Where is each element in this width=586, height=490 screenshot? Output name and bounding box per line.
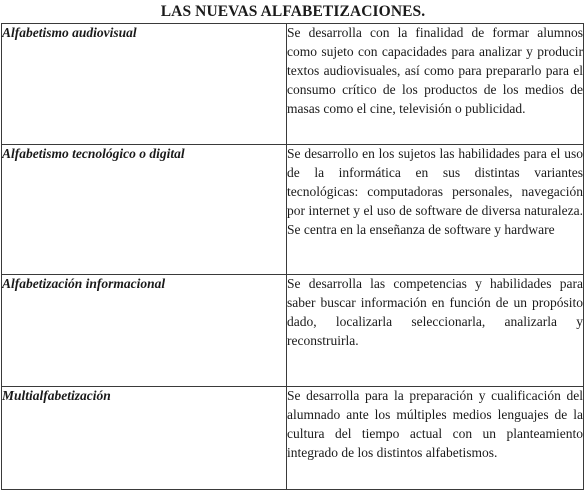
table-row xyxy=(2,145,584,275)
description-cell: Se desarrolla para la preparación y cualificación del alumnado ante los múltiples medios lenguajes de la cultura del tiempo actual con un planteamiento integrado de los distintos alfabetismos. xyxy=(287,387,584,490)
term-cell: Multialfabetización xyxy=(2,387,287,490)
term-cell: Alfabetización informacional xyxy=(2,275,287,387)
description-cell: Se desarrolla con la finalidad de formar alumnos como sujeto con capacidades para analizar y producir textos audiovisuales, así como para prepararlo para el consumo crítico de los productos de los medios de masas como el cine, televisión o publicidad. xyxy=(287,24,584,145)
description-cell: Se desarrollo en los sujetos las habilidades para el uso de la informática en sus distintas variantes tecnológicas: computadoras personales, navegación por internet y el uso de software de diversa naturaleza. Se centra en la enseñanza de software y hardware xyxy=(287,145,584,275)
document-title: LAS NUEVAS ALFABETIZACIONES. xyxy=(160,3,426,20)
term-cell: Alfabetismo audiovisual xyxy=(2,24,287,145)
description-cell: Se desarrolla las competencias y habilidades para saber buscar información en función de un propósito dado, localizarla seleccionarla, analizarla y reconstruirla. xyxy=(287,275,584,387)
table-row xyxy=(2,24,584,145)
term-cell: Alfabetismo tecnológico o digital xyxy=(2,145,287,275)
table-row xyxy=(2,387,584,490)
table-row xyxy=(2,275,584,387)
literacies-table xyxy=(1,23,584,490)
